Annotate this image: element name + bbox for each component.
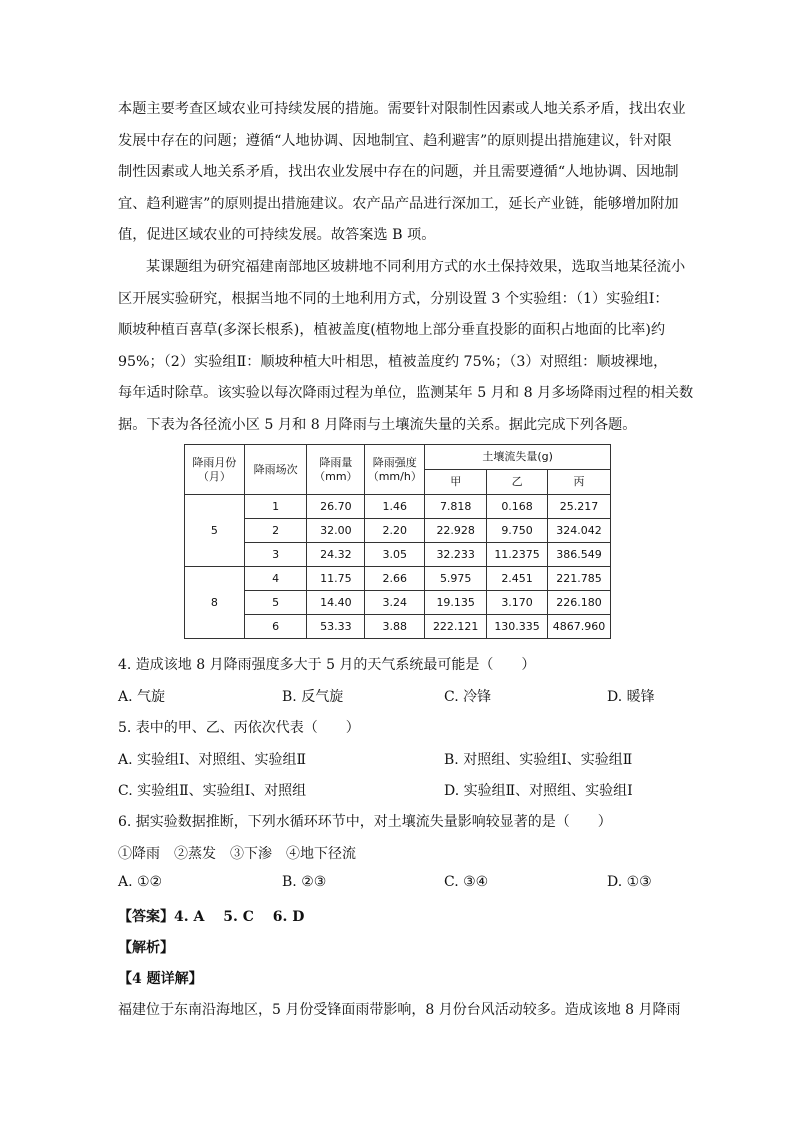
table-cell: 26.70 [307, 495, 365, 519]
detail-label: 【4 题详解】 [118, 971, 203, 987]
table-cell: 4 [244, 567, 307, 591]
header-bing: 丙 [548, 470, 611, 495]
intro-line: 宜、趋利避害”的原则提出措施建议。农产品产品进行深加工，延长产业链，能够增加附加 [118, 195, 679, 212]
header-yi: 乙 [487, 470, 548, 495]
table-cell: 53.33 [307, 615, 365, 639]
material-line: 每年适时除草。该实验以每次降雨过程为单位，监测某年 5 月和 8 月多场降雨过程的相关数 [118, 385, 694, 401]
table-row [185, 519, 611, 543]
table-cell: 386.549 [548, 543, 611, 567]
table-cell: 222.121 [425, 615, 487, 639]
table-cell: 221.785 [548, 567, 611, 591]
table-cell: 9.750 [487, 519, 548, 543]
table-cell: 3.24 [365, 591, 425, 615]
table-cell: 14.40 [307, 591, 365, 615]
q6-option-d: D. ①③ [607, 874, 652, 890]
table-cell: 324.042 [548, 519, 611, 543]
material-line: 顺坡种植百喜草(多深长根系)，植被盖度(植物地上部分垂直投影的面积占地面的比率)约 [118, 322, 666, 338]
table-cell: 32.233 [425, 543, 487, 567]
table-cell: 6 [244, 615, 307, 639]
table-cell: 2.66 [365, 567, 425, 591]
table-cell: 11.75 [307, 567, 365, 591]
q4-option-c: C. 冷锋 [444, 689, 492, 705]
month-cell: 8 [185, 567, 245, 639]
header-soil-loss: 土壤流失量(g) [425, 445, 611, 470]
question-4-stem: 4. 造成该地 8 月降雨强度多大于 5 月的天气系统最可能是（ ） [118, 657, 536, 673]
table-cell: 2.451 [487, 567, 548, 591]
table-cell: 0.168 [487, 495, 548, 519]
table-cell: 11.2375 [487, 543, 548, 567]
table-cell: 7.818 [425, 495, 487, 519]
table-row [185, 543, 611, 567]
q4-option-a: A. 气旋 [118, 689, 166, 705]
table-cell: 5 [244, 591, 307, 615]
q4-option-b: B. 反气旋 [282, 689, 344, 705]
table-cell: 3.05 [365, 543, 425, 567]
table-cell: 2.20 [365, 519, 425, 543]
table-row [185, 567, 611, 591]
question-6-stem: 6. 据实验数据推断，下列水循环环节中，对土壤流失量影响较显著的是（ ） [118, 814, 612, 830]
table-cell: 25.217 [548, 495, 611, 519]
q6-option-b: B. ②③ [282, 874, 327, 890]
header-jia: 甲 [425, 470, 487, 495]
month-cell: 5 [185, 495, 245, 567]
q5-option-d: D. 实验组Ⅱ、对照组、实验组Ⅰ [444, 783, 633, 799]
answer-line: 【答案】4. A 5. C 6. D [118, 909, 305, 925]
header-event: 降雨场次 [244, 445, 307, 495]
table-cell: 2 [244, 519, 307, 543]
analysis-label: 【解析】 [118, 940, 174, 956]
intro-line: 值，促进区域农业的可持续发展。故答案选 B 项。 [118, 227, 436, 243]
table-cell: 1.46 [365, 495, 425, 519]
intro-line: 本题主要考查区域农业可持续发展的措施。需要针对限制性因素或人地关系矛盾，找出农业 [118, 101, 686, 117]
table-cell: 24.32 [307, 543, 365, 567]
intro-line: 制性因素或人地关系矛盾，找出农业发展中存在的问题，并且需要遵循“人地协调、因地制 [118, 164, 679, 180]
q4-option-d: D. 暖锋 [607, 689, 655, 705]
table-cell: 4867.960 [548, 615, 611, 639]
table-row [185, 495, 611, 519]
q6-option-a: A. ①② [118, 874, 163, 890]
table-row [185, 615, 611, 639]
table-cell: 3.88 [365, 615, 425, 639]
material-line: 据。下表为各径流小区 5 月和 8 月降雨与土壤流失量的关系。据此完成下列各题。 [118, 416, 637, 433]
table-cell: 3 [244, 543, 307, 567]
q5-option-c: C. 实验组Ⅱ、实验组Ⅰ、对照组 [118, 783, 307, 799]
material-line: 某课题组为研究福建南部地区坡耕地不同利用方式的水土保持效果，选取当地某径流小 [146, 259, 686, 275]
table-cell: 32.00 [307, 519, 365, 543]
question-5-stem: 5. 表中的甲、乙、丙依次代表（ ） [118, 720, 360, 736]
table-cell: 5.975 [425, 567, 487, 591]
material-paragraph [118, 252, 694, 441]
table-cell: 226.180 [548, 591, 611, 615]
intro-line: 发展中存在的问题；遵循“人地协调、因地制宜、趋利避害”的原则提出措施建议，针对限 [118, 132, 672, 149]
q5-option-a: A. 实验组Ⅰ、对照组、实验组Ⅱ [118, 752, 307, 768]
q5-option-b: B. 对照组、实验组Ⅰ、实验组Ⅱ [444, 752, 633, 768]
table-cell: 130.335 [487, 615, 548, 639]
header-month: 降雨月份（月） [185, 445, 245, 495]
q6-option-c: C. ③④ [444, 874, 489, 890]
material-line: 区开展实验研究，根据当地不同的土地利用方式，分别设置 3 个实验组：（1）实验组Ⅰ： [118, 290, 669, 307]
material-line: 95%；（2）实验组Ⅱ：顺坡种植大叶相思，植被盖度约 75%；（3）对照组：顺坡裸地， [118, 353, 668, 370]
table-cell: 22.928 [425, 519, 487, 543]
intro-paragraph [118, 94, 686, 252]
detail-text: 福建位于东南沿海地区，5 月份受锋面雨带影响，8 月份台风活动较多。造成该地 8 月降雨 [118, 1002, 681, 1018]
table-row [185, 591, 611, 615]
table-cell: 19.135 [425, 591, 487, 615]
table-cell: 3.170 [487, 591, 548, 615]
soil-loss-table [184, 444, 611, 639]
header-intensity: 降雨强度（mm/h） [365, 445, 425, 495]
q6-items: ①降雨 ②蒸发 ③下渗 ④地下径流 [118, 846, 356, 862]
table-cell: 1 [244, 495, 307, 519]
header-amount: 降雨量（mm） [307, 445, 365, 495]
